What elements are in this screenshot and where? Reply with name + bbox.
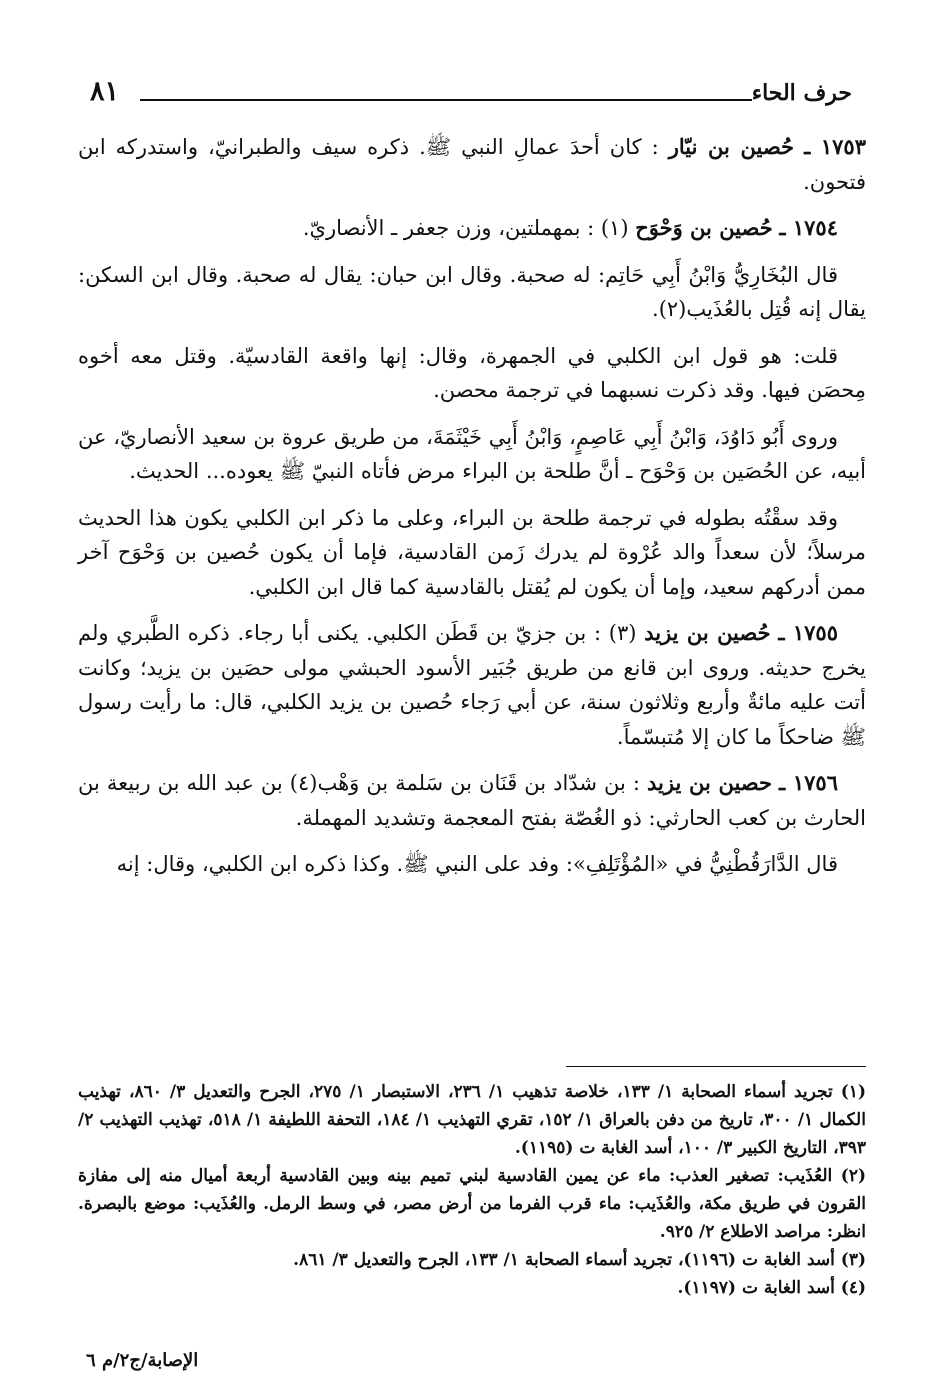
entry-name: حُصين بن نيّار <box>668 134 795 159</box>
paragraph: وروى أَبُو دَاوُدَ، وَابْنُ أَبِي عَاصِمٍ، وَابْنُ أَبِي خَيْثَمَةَ، من طريق عروة بن سعيد الأنصاريّ، عن أبيه، عن الحُصَين بن وَحْوَح ـ أنَّ طلحة بن البراء مرض فأتاه النبيّ ﷺ يعوده... الحديث. <box>78 424 866 483</box>
main-text <box>78 130 866 894</box>
entry-name: حُصين بن وَحْوَح <box>635 215 773 240</box>
entry-name: حُصين بن يزيد <box>644 620 771 645</box>
footnotes <box>78 1078 866 1302</box>
signature-mark: الإصابة/ج٢/م ٦ <box>86 1350 199 1371</box>
paragraph: قال الدَّارَقُطْنِيُّ في «المُؤْتَلِفِ»: وفد على النبي ﷺ. وكذا ذكره ابن الكلبي، وقال: إنه <box>116 852 838 876</box>
paragraph: قلت: هو قول ابن الكلبي في الجمهرة، وقال: إنها واقعة القادسيّة. وقتل معه أخوه مِحصَن فيها. وقد ذكرت نسبهما في ترجمة محصن. <box>78 343 866 402</box>
footnote-3: (٣) أسد الغابة ت (١١٩٦)، تجريد أسماء الصحابة ١/ ١٣٣، الجرح والتعديل ٣/ ٨٦١. <box>293 1250 866 1270</box>
entry-text: : كان أحدَ عمالِ النبي ﷺ. ذكره سيف والطبرانيّ، واستدركه ابن فتحون. <box>78 135 866 194</box>
entry-1753 <box>78 130 866 199</box>
entry-1754 <box>78 211 866 246</box>
page-header <box>90 76 852 116</box>
footnote-rule <box>566 1066 866 1067</box>
entry-text: (١) : بمهملتين، وزن جعفر ـ الأنصاريّ. <box>302 216 629 240</box>
footnote-2: (٢) العُذَيب: تصغير العذب: ماء عن يمين القادسية لبني تميم بينه وبين القادسية أربعة أميال منه إلى مفازة القرون في طريق مكة، والعُذَيب: ماء قرب الفرما من أرض مصر، في وسط الرمل. والعُذَيب: موضع بالبصرة. انظر: مراصد الاطلاع ٢/ ٩٢٥. <box>78 1166 866 1242</box>
footnote-1: (١) تجريد أسماء الصحابة ١/ ١٣٣، خلاصة تذهيب ١/ ٢٣٦، الاستبصار ١/ ٢٧٥، الجرح والتعديل ٣/ ٨٦٠، تهذيب الكمال ١/ ٣٠٠، تاريخ من دفن بالعراق ١/ ١٥٢، تقري التهذيب ١/ ١٨٤، التحفة اللطيفة ١/ ٥١٨، تهذيب التهذيب ٢/ ٣٩٣، التاريخ الكبير ٣/ ١٠٠، أسد الغابة ت (١١٩٥). <box>78 1082 866 1158</box>
entry-number: ١٧٥٤ ـ <box>779 215 838 240</box>
header-rule <box>140 99 752 101</box>
entry-name: حصين بن يزيد <box>646 770 772 795</box>
entry-1755 <box>78 616 866 754</box>
entry-1756 <box>78 766 866 835</box>
entry-number: ١٧٥٣ ـ <box>804 134 866 159</box>
chapter-title: حرف الحاء <box>751 80 852 106</box>
page-number: ٨١ <box>90 76 120 107</box>
entry-number: ١٧٥٥ ـ <box>778 620 838 645</box>
paragraph: وقد سقْتُه بطوله في ترجمة طلحة بن البراء، وعلى ما ذكر ابن الكلبي يكون هذا الحديث مرسلاً؛ لأن سعداً والد عُرْوة لم يدرك زَمن القادسية، فإما أن يكون حُصين بن وَحْوَح آخر ممن أدركهم سعيد، وإما أن يكون لم يُقتل بالقادسية كما قال ابن الكلبي. <box>78 505 866 599</box>
entry-number: ١٧٥٦ ـ <box>779 770 838 795</box>
footnote-4: (٤) أسد الغابة ت (١١٩٧). <box>677 1278 866 1298</box>
entry-text: : بن شدّاد بن قَنَان بن سَلمة بن وَهْب(٤) بن عبد الله بن ربيعة بن الحارث بن كعب الحارثي: ذو الغُصّة بفتح المعجمة وتشديد المهملة. <box>78 771 866 830</box>
entry-text: (٣) : بن جزيّ بن قَطَن الكلبي. يكنى أبا رجاء. ذكره الطَّبري ولم يخرج حديثه. وروى ابن قانع من طريق جُبَير الأسود الحبشي مولى حصَين بن يزيد؛ وكانت أتت عليه مائةٌ وأربع وثلاثون سنة، عن أبي رَجاء حُصين بن يزيد الكلبي، قال: ما رأيت رسول ﷺ ضاحكاً ما كان إلا مُتبسّماً. <box>78 621 866 749</box>
paragraph: قال البُخَارِيُّ وَابْنُ أَبِي حَاتِم: له صحبة. وقال ابن حبان: يقال له صحبة. وقال ابن السكن: يقال إنه قُتِل بالعُذَيب(٢). <box>78 262 866 321</box>
